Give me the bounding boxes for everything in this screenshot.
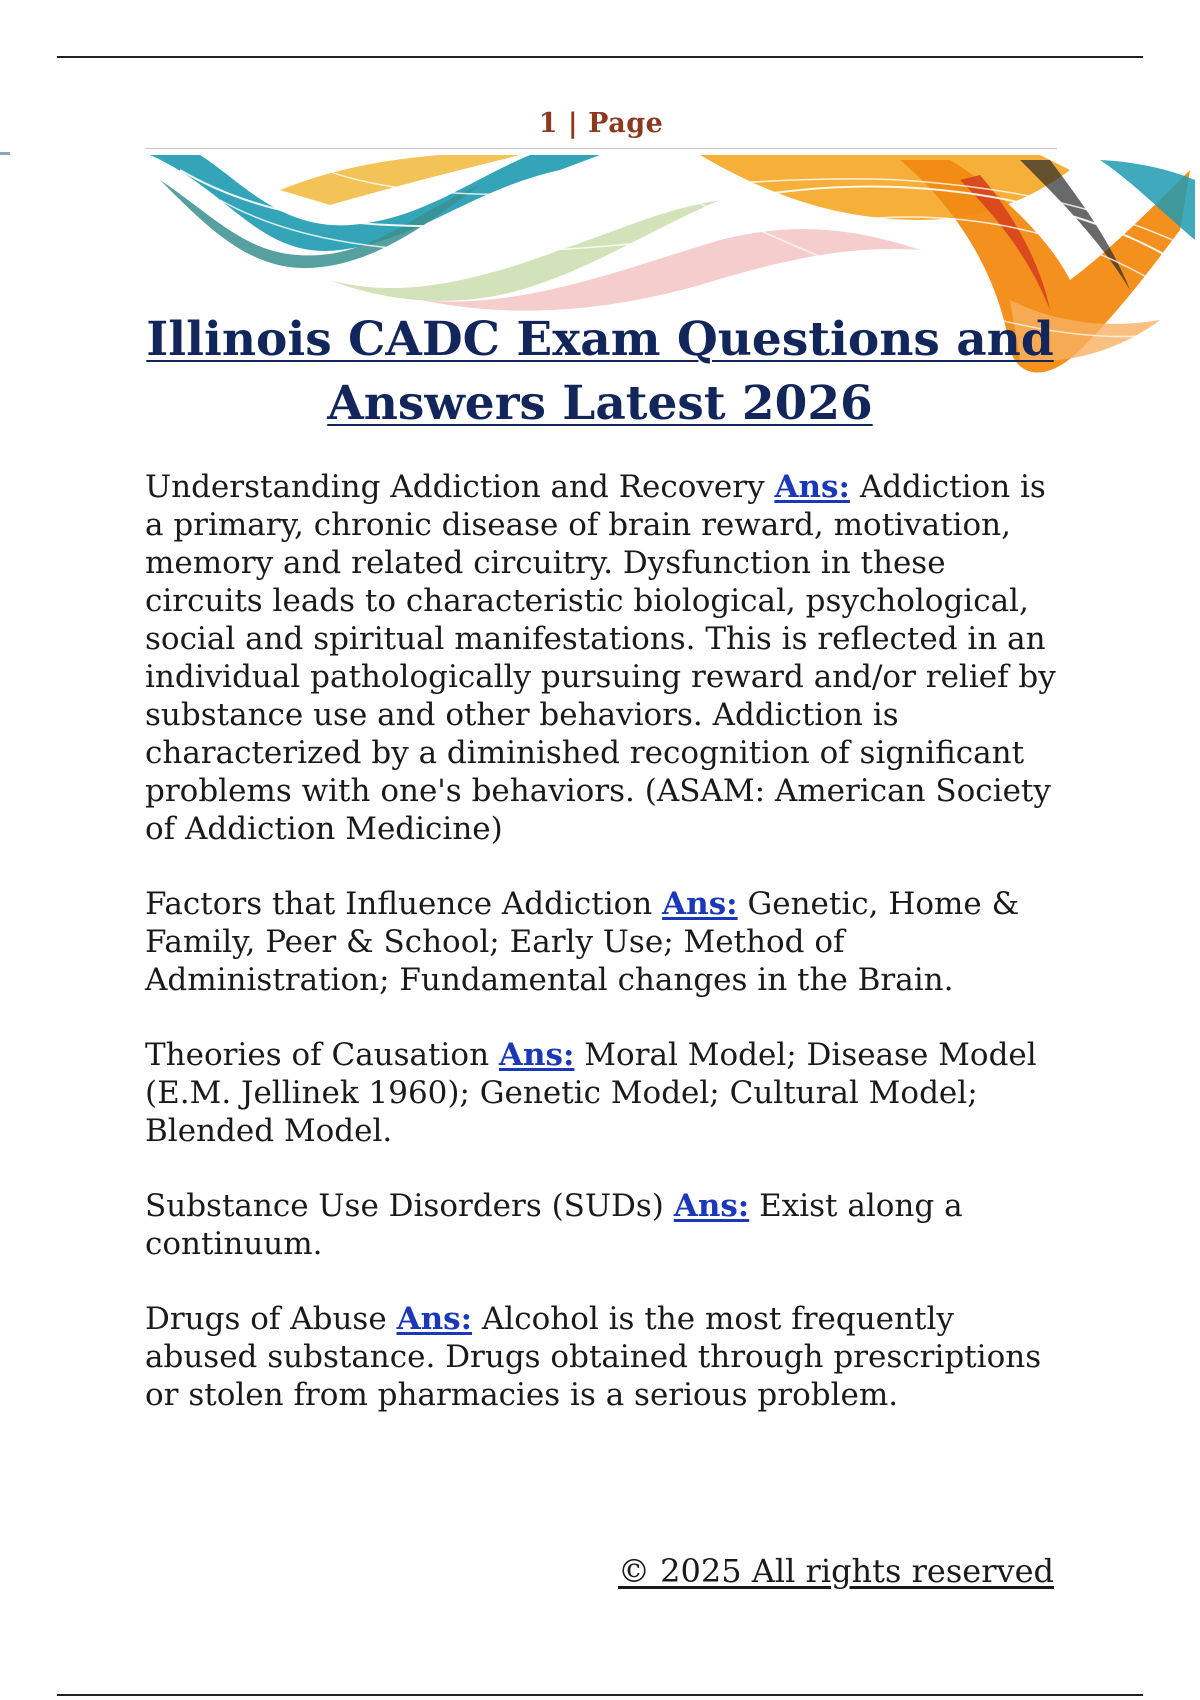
qa-content [145,468,1065,1451]
qa-item [145,1036,1065,1150]
ans-link[interactable]: Ans: [396,1301,473,1337]
question-text: Drugs of Abuse [145,1301,387,1337]
answer-text: Genetic, Home & Family, Peer & School; Early Use; Method of Administration; Fundamental changes in the Brain. [145,886,1020,998]
ans-link[interactable]: Ans: [498,1037,575,1073]
copyright-footer: © 2025 All rights reserved [618,1552,1054,1590]
answer-text: Exist along a continuum. [145,1188,963,1262]
question-text: Understanding Addiction and Recovery [145,469,765,505]
document-title [120,308,1080,436]
question-text: Substance Use Disorders (SUDs) [145,1188,664,1224]
ans-link[interactable]: Ans: [774,469,850,505]
ans-link[interactable]: Ans: [662,886,738,922]
answer-text: Alcohol is the most frequently abused substance. Drugs obtained through prescriptions or stolen from pharmacies is a serious problem. [145,1301,1042,1413]
answer-text: Moral Model; Disease Model (E.M. Jellinek 1960); Genetic Model; Cultural Model; Blended Model. [145,1037,1037,1149]
qa-item [145,1300,1065,1414]
header-divider [145,148,1057,149]
question-text: Theories of Causation [145,1037,490,1073]
title-line-2: Answers Latest 2026 [327,376,873,431]
top-rule [57,56,1143,58]
question-text: Factors that Influence Addiction [145,886,653,922]
bottom-rule [57,1694,1143,1696]
ans-link[interactable]: Ans: [673,1188,750,1224]
qa-item [145,1187,1065,1263]
page-number-label: 1 | Page [538,108,664,139]
answer-text: Addiction is a primary, chronic disease of brain reward, motivation, memory and related circuitry. Dysfunction in these circuits leads to characteristic biological, psychological, social and spiritual manifestations. This is reflected in an individual pathologically pursuing reward and/or relief by substance use and other behaviors. Addiction is characterized by a diminished recognition of significant problems with one's behaviors. (ASAM: American Society of Addiction Medicine) [145,469,1056,847]
qa-item [145,468,1065,848]
qa-item [145,885,1065,999]
title-line-1: Illinois CADC Exam Questions and [146,312,1054,367]
